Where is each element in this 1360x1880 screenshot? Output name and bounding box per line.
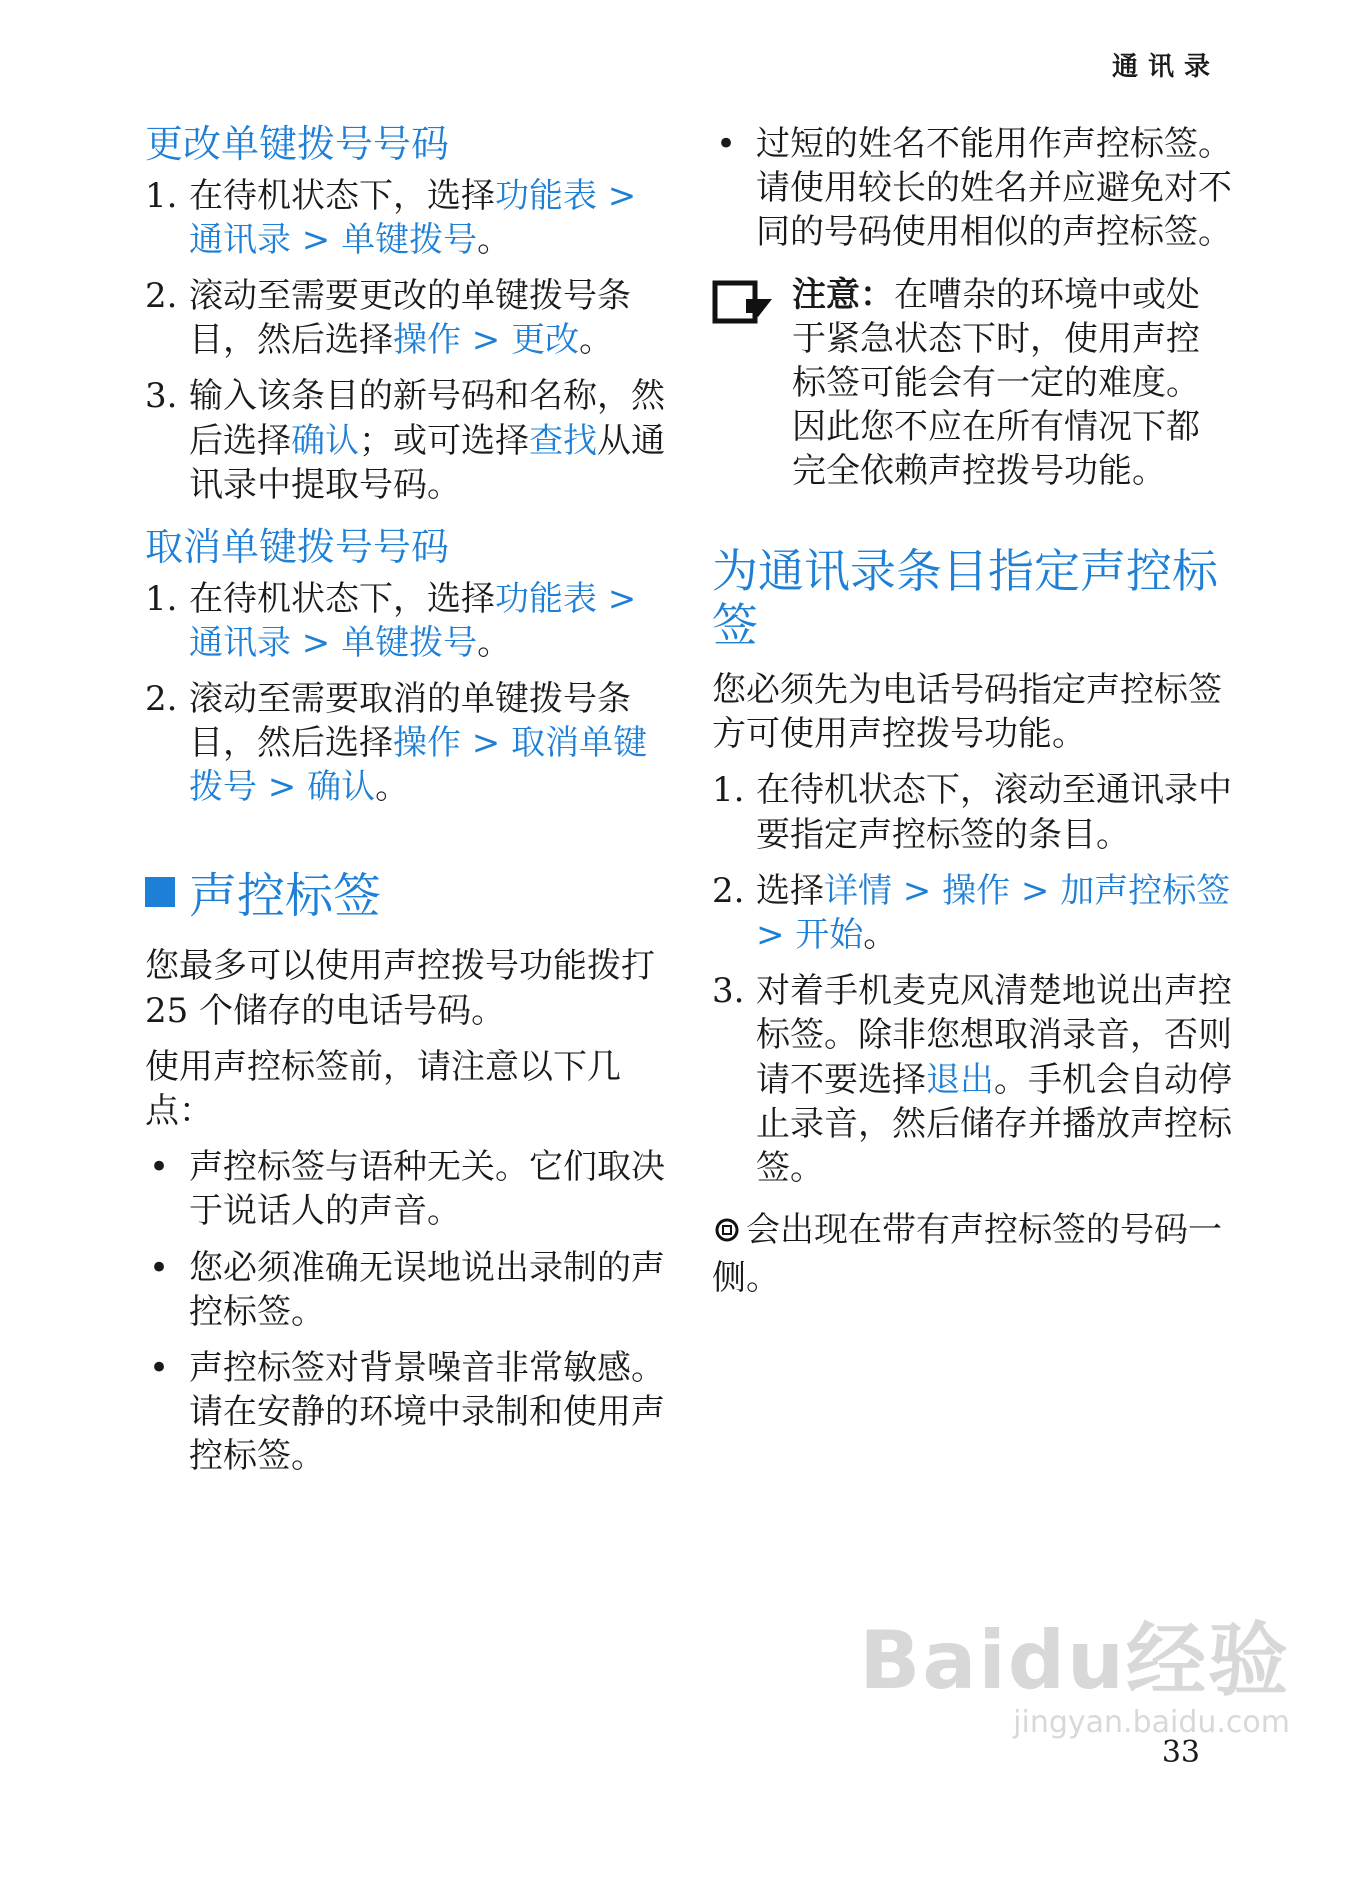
separator: >	[291, 219, 342, 260]
list-item	[145, 677, 665, 810]
link-start[interactable]: 开始	[795, 914, 864, 955]
step-text: 滚动至需要取消的单键拨号条目，然后选择	[189, 678, 631, 764]
steps-change-speed-dial	[145, 174, 665, 507]
watermark-url: jingyan.baidu.com	[1013, 1705, 1290, 1740]
voice-tag-icon	[712, 1212, 742, 1256]
bullet-text: 您必须准确无误地说出录制的声控标签。	[189, 1247, 665, 1332]
separator: >	[1010, 870, 1061, 911]
bullet-icon: •	[149, 1147, 170, 1188]
step-number: 2.	[712, 870, 745, 911]
link-speed-dial[interactable]: 单键拨号	[341, 622, 478, 663]
section-title-text: 声控标签	[189, 868, 382, 925]
list-item	[145, 577, 665, 665]
watermark	[859, 1596, 1290, 1740]
paragraph: 您必须先为电话号码指定声控标签方可使用声控拨号功能。	[712, 670, 1222, 755]
note-label: 注意：	[792, 274, 894, 315]
separator: >	[291, 622, 342, 663]
list-item	[145, 1246, 665, 1334]
running-header: 通讯录	[1111, 52, 1220, 82]
link-find[interactable]: 查找	[529, 420, 597, 461]
step-number: 2.	[145, 275, 178, 316]
step-text: 输入该条目的新号码和名称，然后选择	[189, 376, 665, 461]
separator: >	[597, 175, 637, 216]
list-item	[712, 122, 1232, 255]
punctuation: 。	[579, 320, 614, 361]
link-contacts[interactable]: 通讯录	[189, 219, 291, 260]
watermark-logo: Baidu经验	[859, 1614, 1290, 1707]
link-options[interactable]: 操作	[393, 320, 461, 361]
separator: >	[257, 767, 308, 808]
link-exit[interactable]: 退出	[926, 1059, 994, 1100]
steps-cancel-speed-dial	[145, 577, 665, 810]
page-number: 33	[1161, 1735, 1200, 1770]
separator: >	[461, 723, 512, 764]
step-text: 对着手机麦克风清楚地说出声控标签。除非您想取消录音，否则请不要选择	[756, 971, 1232, 1100]
steps-assign-voice-tag	[712, 768, 1232, 1190]
punctuation: 。	[477, 219, 512, 260]
paragraph-voice-tag-indicator	[712, 1208, 1232, 1300]
list-item	[145, 1346, 665, 1479]
link-cancel-speed-dial[interactable]: 取消单键拨号	[189, 723, 648, 808]
section-title-voice-tags	[145, 857, 665, 926]
link-add-voice-tag[interactable]: 加声控标签	[1060, 870, 1231, 911]
left-column	[145, 122, 665, 1497]
punctuation: 。	[375, 767, 410, 808]
step-number: 3.	[145, 376, 178, 417]
list-item	[145, 374, 665, 507]
step-number: 3.	[712, 971, 745, 1012]
bullet-text: 声控标签与语种无关。它们取决于说话人的声音。	[189, 1147, 665, 1232]
step-text: 在待机状态下，滚动至通讯录中要指定声控标签的条目。	[756, 770, 1232, 855]
bullet-icon: •	[716, 124, 737, 164]
paragraph-text: 会出现在带有声控标签的号码一侧。	[712, 1210, 1222, 1299]
link-details[interactable]: 详情	[824, 870, 892, 911]
link-options[interactable]: 操作	[942, 870, 1011, 911]
step-number: 1.	[145, 578, 178, 619]
separator: >	[461, 320, 512, 361]
separator: >	[597, 578, 637, 619]
list-item	[145, 274, 665, 362]
list-item	[712, 869, 1232, 957]
step-text: 在待机状态下，选择	[189, 175, 495, 216]
punctuation: 。	[477, 622, 512, 663]
bullet-icon: •	[149, 1247, 170, 1288]
note-box	[712, 273, 1232, 494]
bullet-list-voice-tags	[145, 1145, 665, 1478]
note-icon	[712, 273, 792, 494]
paragraph: 使用声控标签前，请注意以下几点：	[145, 1046, 621, 1131]
bullet-icon: •	[149, 1347, 170, 1388]
list-item	[145, 1145, 665, 1233]
bullet-text: 过短的姓名不能用作声控标签。请使用较长的姓名并应避免对不同的号码使用相似的声控标签。	[756, 124, 1232, 253]
bullet-text: 声控标签对背景噪音非常敏感。请在安静的环境中录制和使用声控标签。	[189, 1347, 665, 1477]
step-number: 1.	[145, 175, 178, 216]
step-number: 2.	[145, 678, 178, 719]
note-body: 在嘈杂的环境中或处于紧急状态下时，使用声控标签可能会有一定的难度。因此您不应在所有情况下都完全依赖声控拨号功能。	[792, 274, 1200, 492]
list-item	[712, 768, 1232, 856]
step-text: 选择	[756, 870, 824, 911]
bullet-list-continued	[712, 122, 1232, 255]
link-menu[interactable]: 功能表	[495, 578, 597, 619]
note-text	[792, 273, 1232, 494]
step-text: 滚动至需要更改的单键拨号条目，然后选择	[189, 275, 631, 361]
step-text: 。手机会自动停止录音，然后储存并播放声控标签。	[756, 1059, 1232, 1188]
right-column	[712, 122, 1232, 1312]
link-speed-dial[interactable]: 单键拨号	[341, 219, 478, 260]
link-options[interactable]: 操作	[393, 723, 461, 764]
step-text: ；或可选择	[359, 420, 529, 461]
section-title-cancel-speed-dial: 取消单键拨号号码	[145, 524, 450, 569]
step-text: 从通讯录中提取号码。	[189, 420, 665, 505]
link-confirm[interactable]: 确认	[307, 767, 376, 808]
section-title-change-speed-dial: 更改单键拨号号码	[145, 122, 450, 166]
separator: >	[756, 914, 796, 955]
link-confirm[interactable]: 确认	[291, 420, 359, 461]
punctuation: 。	[863, 914, 898, 955]
link-menu[interactable]: 功能表	[495, 175, 597, 216]
link-change[interactable]: 更改	[511, 320, 580, 361]
step-number: 1.	[712, 770, 745, 811]
link-contacts[interactable]: 通讯录	[189, 622, 291, 663]
section-title-assign-voice-tag: 为通讯录条目指定声控标签	[712, 543, 1218, 652]
list-item	[712, 969, 1232, 1190]
step-text: 在待机状态下，选择	[189, 578, 495, 619]
paragraph: 您最多可以使用声控拨号功能拨打 25 个储存的电话号码。	[145, 946, 655, 1031]
section-marker-icon	[145, 877, 175, 907]
separator: >	[892, 870, 943, 911]
list-item	[145, 174, 665, 262]
